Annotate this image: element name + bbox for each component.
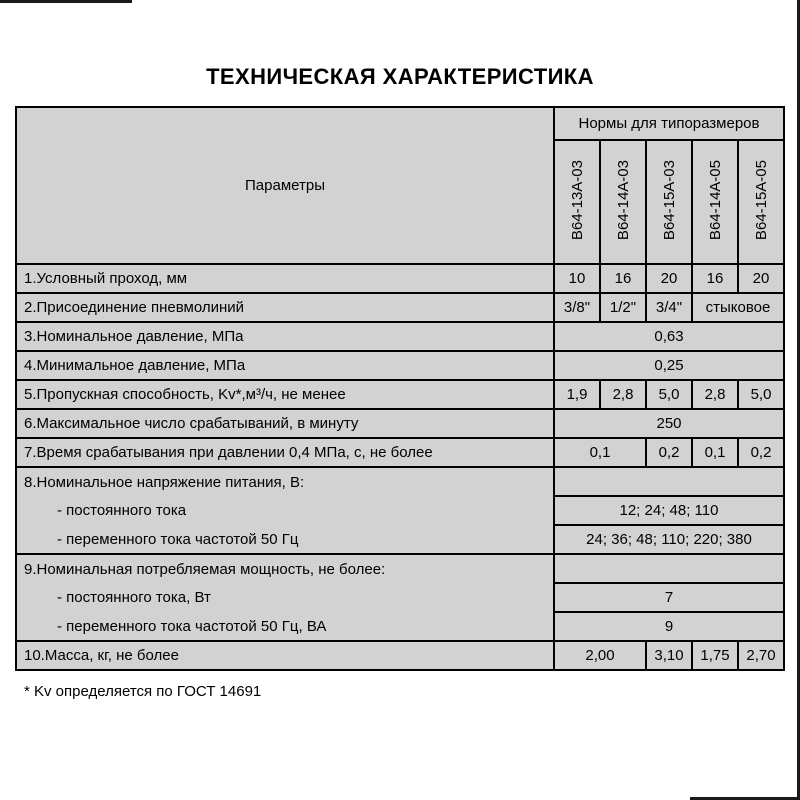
table-row: [16, 525, 784, 554]
row-value: 0,2: [738, 438, 784, 467]
row-value: 0,25: [554, 351, 784, 380]
row-value: 12; 24; 48; 110: [554, 496, 784, 525]
row-value: 1,75: [692, 641, 738, 670]
column-header-1: [600, 140, 646, 264]
row-value: 3/8": [554, 293, 600, 322]
table-row: [16, 293, 784, 322]
spec-table: [15, 106, 785, 671]
row-value: 0,63: [554, 322, 784, 351]
row-value: [554, 554, 784, 583]
table-row: [16, 351, 784, 380]
row-label: - переменного тока частотой 50 Гц, ВА: [16, 612, 554, 641]
row-label: 10.Масса, кг, не более: [16, 641, 554, 670]
norms-header: Нормы для типоразмеров: [554, 107, 784, 140]
row-value: 3/4": [646, 293, 692, 322]
params-header: Параметры: [16, 107, 554, 264]
scan-artifact-top: [0, 0, 132, 3]
row-value: 9: [554, 612, 784, 641]
row-value: 3,10: [646, 641, 692, 670]
row-value: 20: [646, 264, 692, 293]
row-label: 1.Условный проход, мм: [16, 264, 554, 293]
row-label: - постоянного тока: [16, 496, 554, 525]
row-value: 16: [600, 264, 646, 293]
row-value: 0,1: [692, 438, 738, 467]
table-row: [16, 322, 784, 351]
row-value: 0,2: [646, 438, 692, 467]
row-value: 7: [554, 583, 784, 612]
row-label: 6.Максимальное число срабатываний, в минуту: [16, 409, 554, 438]
column-header-4: [738, 140, 784, 264]
row-value: 250: [554, 409, 784, 438]
table-row: [16, 583, 784, 612]
column-header-label: В64-14А-05: [706, 159, 724, 241]
table-row: [16, 554, 784, 583]
table-row: [16, 409, 784, 438]
row-value: стыковое: [692, 293, 784, 322]
row-value: 2,70: [738, 641, 784, 670]
row-value: 1/2": [600, 293, 646, 322]
row-label: 7.Время срабатывания при давлении 0,4 МПа, с, не более: [16, 438, 554, 467]
column-header-0: [554, 140, 600, 264]
row-label: - переменного тока частотой 50 Гц: [16, 525, 554, 554]
column-header-label: В64-15А-05: [752, 159, 770, 241]
table-row: [16, 380, 784, 409]
page-title: ТЕХНИЧЕСКАЯ ХАРАКТЕРИСТИКА: [206, 64, 594, 89]
row-label: 8.Номинальное напряжение питания, В:: [16, 467, 554, 496]
row-value: 2,8: [692, 380, 738, 409]
column-header-label: В64-13А-03: [568, 159, 586, 241]
row-value: 20: [738, 264, 784, 293]
row-label: 4.Минимальное давление, МПа: [16, 351, 554, 380]
row-label: - постоянного тока, Вт: [16, 583, 554, 612]
table-row: [16, 467, 784, 496]
row-value: [554, 467, 784, 496]
table-row: [16, 612, 784, 641]
row-value: 24; 36; 48; 110; 220; 380: [554, 525, 784, 554]
footnote: * Kv определяется по ГОСТ 14691: [24, 683, 262, 700]
row-value: 16: [692, 264, 738, 293]
column-header-label: В64-15А-03: [660, 159, 678, 241]
row-value: 5,0: [646, 380, 692, 409]
row-label: 3.Номинальное давление, МПа: [16, 322, 554, 351]
header-row-top: [16, 107, 784, 140]
row-label: 5.Пропускная способность, Kv*,м³/ч, не менее: [16, 380, 554, 409]
row-value: 2,00: [554, 641, 646, 670]
row-value: 1,9: [554, 380, 600, 409]
table-row: [16, 264, 784, 293]
row-value: 5,0: [738, 380, 784, 409]
row-value: 10: [554, 264, 600, 293]
row-value: 2,8: [600, 380, 646, 409]
column-header-2: [646, 140, 692, 264]
table-row: [16, 438, 784, 467]
row-label: 9.Номинальная потребляемая мощность, не более:: [16, 554, 554, 583]
table-row: [16, 496, 784, 525]
row-label: 2.Присоединение пневмолиний: [16, 293, 554, 322]
row-value: 0,1: [554, 438, 646, 467]
column-header-label: В64-14А-03: [614, 159, 632, 241]
column-header-3: [692, 140, 738, 264]
table-row: [16, 641, 784, 670]
